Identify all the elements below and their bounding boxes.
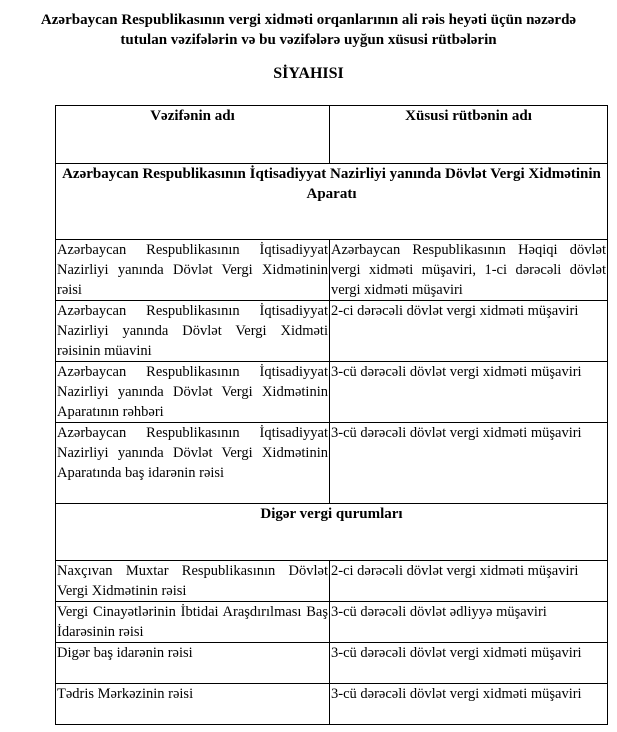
- document-subtitle: SİYAHISI: [273, 65, 344, 82]
- positions-table: [55, 105, 608, 725]
- section-title: Azərbaycan Respublikasının İqtisadiyyat Nazirliyi yanında Dövlət Vergi Xidmətinin Aparatı: [56, 164, 608, 240]
- table-row: [56, 602, 608, 643]
- table-row: [56, 301, 608, 362]
- document-title: Azərbaycan Respublikasının vergi xidməti orqanlarının ali rəis heyəti üçün nəzərdə tutulan vəzifələrin və bu vəzifələrə uyğun xüsusi rütbələrin: [40, 12, 577, 48]
- section-row: [56, 504, 608, 561]
- position-cell: Azərbaycan Respublikasının İqtisadiyyat Nazirliyi yanında Dövlət Vergi Xidmətinin Aparatının rəhbəri: [56, 362, 330, 423]
- position-cell: Azərbaycan Respublikasının İqtisadiyyat Nazirliyi yanında Dövlət Vergi Xidməti rəisinin müavini: [56, 301, 330, 362]
- rank-cell: 3-cü dərəcəli dövlət ədliyyə müşaviri: [330, 602, 608, 643]
- rank-cell: 3-cü dərəcəli dövlət vergi xidməti müşaviri: [330, 643, 608, 684]
- position-cell: Tədris Mərkəzinin rəisi: [56, 684, 330, 725]
- rank-cell: 3-cü dərəcəli dövlət vergi xidməti müşaviri: [330, 362, 608, 423]
- rank-cell: 2-ci dərəcəli dövlət vergi xidməti müşaviri: [330, 301, 608, 362]
- table-row: [56, 561, 608, 602]
- position-cell: Naxçıvan Muxtar Respublikasının Dövlət Vergi Xidmətinin rəisi: [56, 561, 330, 602]
- table-header-row: [56, 106, 608, 164]
- table-row: [56, 423, 608, 504]
- section-title: Digər vergi qurumları: [56, 504, 608, 561]
- rank-cell: 3-cü dərəcəli dövlət vergi xidməti müşaviri: [330, 423, 608, 504]
- table-row: [56, 362, 608, 423]
- position-cell: Azərbaycan Respublikasının İqtisadiyyat Nazirliyi yanında Dövlət Vergi Xidmətinin Aparatında baş idarənin rəisi: [56, 423, 330, 504]
- column-header-position: Vəzifənin adı: [56, 106, 330, 164]
- section-row: [56, 164, 608, 240]
- position-cell: Azərbaycan Respublikasının İqtisadiyyat Nazirliyi yanında Dövlət Vergi Xidmətinin rəisi: [56, 240, 330, 301]
- position-cell: Digər baş idarənin rəisi: [56, 643, 330, 684]
- column-header-rank: Xüsusi rütbənin adı: [330, 106, 608, 164]
- rank-cell: 3-cü dərəcəli dövlət vergi xidməti müşaviri: [330, 684, 608, 725]
- table-row: [56, 240, 608, 301]
- rank-cell: Azərbaycan Respublikasının Həqiqi dövlət vergi xidməti müşaviri, 1-ci dərəcəli dövlət vergi xidməti müşaviri: [330, 240, 608, 301]
- rank-cell: 2-ci dərəcəli dövlət vergi xidməti müşaviri: [330, 561, 608, 602]
- table-row: [56, 684, 608, 725]
- position-cell: Vergi Cinayətlərinin İbtidai Araşdırılması Baş İdarəsinin rəisi: [56, 602, 330, 643]
- table-row: [56, 643, 608, 684]
